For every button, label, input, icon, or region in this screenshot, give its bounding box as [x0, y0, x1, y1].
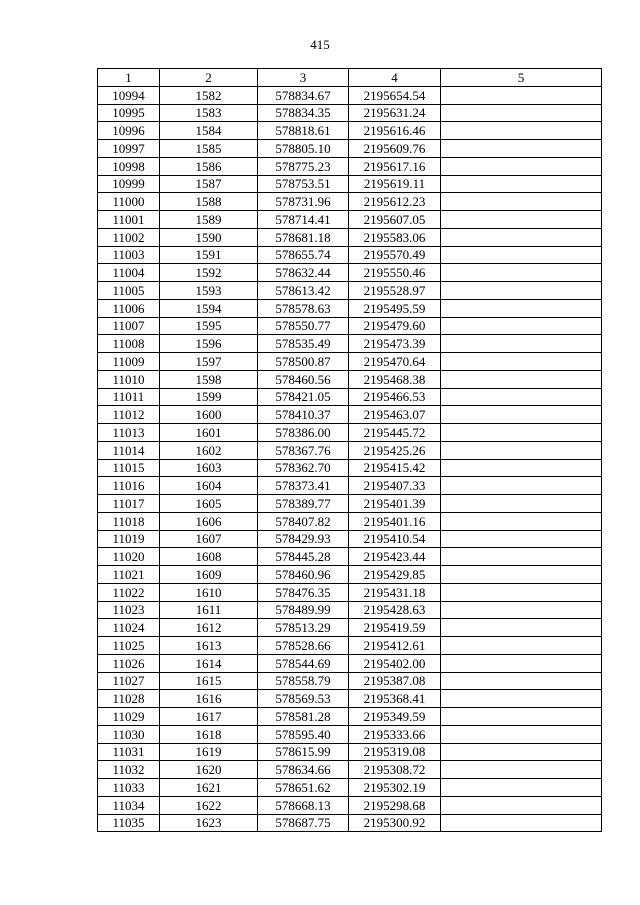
table-cell-col-1: 11031 — [98, 743, 160, 761]
table-cell-col-1: 11015 — [98, 459, 160, 477]
table-cell-col-3: 578544.69 — [258, 654, 349, 672]
table-cell-col-1: 11007 — [98, 317, 160, 335]
table-row — [98, 477, 602, 495]
table-cell-col-4: 2195616.46 — [349, 122, 441, 140]
table-cell-col-1: 11027 — [98, 672, 160, 690]
table-cell-col-4: 2195468.38 — [349, 370, 441, 388]
table-cell-col-1: 11003 — [98, 246, 160, 264]
table-cell-col-5 — [441, 86, 602, 104]
table-cell-col-2: 1603 — [160, 459, 258, 477]
table-cell-col-1: 11002 — [98, 228, 160, 246]
table-cell-col-5 — [441, 725, 602, 743]
table-cell-col-5 — [441, 264, 602, 282]
table-cell-col-5 — [441, 353, 602, 371]
table-cell-col-3: 578421.05 — [258, 388, 349, 406]
table-body — [98, 86, 602, 832]
table-cell-col-2: 1584 — [160, 122, 258, 140]
table-cell-col-1: 11014 — [98, 441, 160, 459]
table-cell-col-4: 2195631.24 — [349, 104, 441, 122]
table-cell-col-3: 578407.82 — [258, 512, 349, 530]
table-cell-col-2: 1586 — [160, 157, 258, 175]
table-row — [98, 157, 602, 175]
table-cell-col-5 — [441, 548, 602, 566]
table-cell-col-1: 11032 — [98, 761, 160, 779]
table-row — [98, 530, 602, 548]
table-row — [98, 725, 602, 743]
table-cell-col-5 — [441, 317, 602, 335]
table-cell-col-5 — [441, 228, 602, 246]
table-cell-col-5 — [441, 335, 602, 353]
table-cell-col-4: 2195528.97 — [349, 282, 441, 300]
table-cell-col-1: 11005 — [98, 282, 160, 300]
table-cell-col-5 — [441, 193, 602, 211]
table-row — [98, 512, 602, 530]
table-cell-col-3: 578445.28 — [258, 548, 349, 566]
table-cell-col-1: 11021 — [98, 566, 160, 584]
table-cell-col-2: 1590 — [160, 228, 258, 246]
table-cell-col-3: 578513.29 — [258, 619, 349, 637]
table-cell-col-5 — [441, 246, 602, 264]
table-cell-col-4: 2195612.23 — [349, 193, 441, 211]
table-cell-col-3: 578489.99 — [258, 601, 349, 619]
table-cell-col-3: 578460.96 — [258, 566, 349, 584]
table-row — [98, 779, 602, 797]
table-row — [98, 566, 602, 584]
table-cell-col-2: 1609 — [160, 566, 258, 584]
table-cell-col-2: 1601 — [160, 424, 258, 442]
table-cell-col-5 — [441, 583, 602, 601]
table-cell-col-5 — [441, 459, 602, 477]
table-row — [98, 583, 602, 601]
column-header-1: 1 — [98, 69, 160, 87]
table-cell-col-2: 1607 — [160, 530, 258, 548]
column-header-3: 3 — [258, 69, 349, 87]
table-cell-col-4: 2195429.85 — [349, 566, 441, 584]
table-cell-col-1: 11019 — [98, 530, 160, 548]
table-cell-col-4: 2195415.42 — [349, 459, 441, 477]
table-cell-col-5 — [441, 495, 602, 513]
table-cell-col-5 — [441, 282, 602, 300]
table-cell-col-2: 1599 — [160, 388, 258, 406]
table-cell-col-1: 11023 — [98, 601, 160, 619]
table-cell-col-1: 11000 — [98, 193, 160, 211]
table-cell-col-5 — [441, 122, 602, 140]
table-header-row — [98, 69, 602, 87]
table-cell-col-2: 1593 — [160, 282, 258, 300]
table-cell-col-4: 2195463.07 — [349, 406, 441, 424]
table-cell-col-4: 2195654.54 — [349, 86, 441, 104]
table-cell-col-2: 1583 — [160, 104, 258, 122]
table-cell-col-3: 578681.18 — [258, 228, 349, 246]
table-cell-col-2: 1611 — [160, 601, 258, 619]
table-cell-col-1: 11009 — [98, 353, 160, 371]
table-row — [98, 282, 602, 300]
table-cell-col-2: 1604 — [160, 477, 258, 495]
table-cell-col-4: 2195387.08 — [349, 672, 441, 690]
table-cell-col-3: 578595.40 — [258, 725, 349, 743]
table-cell-col-5 — [441, 690, 602, 708]
table-row — [98, 406, 602, 424]
table-cell-col-3: 578818.61 — [258, 122, 349, 140]
table-cell-col-1: 11010 — [98, 370, 160, 388]
table-cell-col-3: 578805.10 — [258, 140, 349, 158]
table-cell-col-3: 578655.74 — [258, 246, 349, 264]
table-cell-col-5 — [441, 477, 602, 495]
table-cell-col-1: 11004 — [98, 264, 160, 282]
table-row — [98, 441, 602, 459]
table-cell-col-5 — [441, 743, 602, 761]
table-cell-col-4: 2195401.16 — [349, 512, 441, 530]
table-cell-col-3: 578460.56 — [258, 370, 349, 388]
table-cell-col-3: 578569.53 — [258, 690, 349, 708]
table-cell-col-5 — [441, 299, 602, 317]
table-cell-col-1: 10997 — [98, 140, 160, 158]
table-row — [98, 246, 602, 264]
table-cell-col-1: 10994 — [98, 86, 160, 104]
table-cell-col-1: 11024 — [98, 619, 160, 637]
table-row — [98, 814, 602, 832]
table-cell-col-3: 578634.66 — [258, 761, 349, 779]
table-cell-col-4: 2195428.63 — [349, 601, 441, 619]
table-cell-col-3: 578476.35 — [258, 583, 349, 601]
table-row — [98, 796, 602, 814]
table-cell-col-2: 1596 — [160, 335, 258, 353]
table-cell-col-1: 11013 — [98, 424, 160, 442]
table-cell-col-5 — [441, 654, 602, 672]
table-cell-col-1: 11035 — [98, 814, 160, 832]
table-row — [98, 353, 602, 371]
table-cell-col-4: 2195495.59 — [349, 299, 441, 317]
table-cell-col-4: 2195302.19 — [349, 779, 441, 797]
table-cell-col-1: 11026 — [98, 654, 160, 672]
table-cell-col-1: 11017 — [98, 495, 160, 513]
table-cell-col-5 — [441, 672, 602, 690]
table-cell-col-5 — [441, 157, 602, 175]
table-cell-col-2: 1613 — [160, 637, 258, 655]
table-cell-col-4: 2195401.39 — [349, 495, 441, 513]
table-cell-col-4: 2195349.59 — [349, 708, 441, 726]
table-cell-col-1: 11028 — [98, 690, 160, 708]
table-cell-col-4: 2195407.33 — [349, 477, 441, 495]
table-row — [98, 672, 602, 690]
table-cell-col-3: 578429.93 — [258, 530, 349, 548]
table-row — [98, 175, 602, 193]
table-cell-col-4: 2195419.59 — [349, 619, 441, 637]
table-cell-col-2: 1598 — [160, 370, 258, 388]
table-cell-col-2: 1582 — [160, 86, 258, 104]
table-cell-col-2: 1620 — [160, 761, 258, 779]
table-cell-col-4: 2195607.05 — [349, 211, 441, 229]
table-cell-col-1: 11001 — [98, 211, 160, 229]
table-cell-col-1: 11011 — [98, 388, 160, 406]
table-row — [98, 140, 602, 158]
table-cell-col-5 — [441, 708, 602, 726]
table-cell-col-5 — [441, 175, 602, 193]
column-header-5: 5 — [441, 69, 602, 87]
table-cell-col-3: 578613.42 — [258, 282, 349, 300]
table-cell-col-3: 578775.23 — [258, 157, 349, 175]
table-row — [98, 708, 602, 726]
table-cell-col-3: 578410.37 — [258, 406, 349, 424]
table-cell-col-3: 578581.28 — [258, 708, 349, 726]
table-cell-col-1: 11008 — [98, 335, 160, 353]
table-cell-col-4: 2195308.72 — [349, 761, 441, 779]
table-cell-col-2: 1587 — [160, 175, 258, 193]
table-cell-col-3: 578651.62 — [258, 779, 349, 797]
table-cell-col-4: 2195423.44 — [349, 548, 441, 566]
table-cell-col-2: 1602 — [160, 441, 258, 459]
table-row — [98, 317, 602, 335]
table-cell-col-4: 2195617.16 — [349, 157, 441, 175]
table-cell-col-5 — [441, 566, 602, 584]
table-cell-col-4: 2195583.06 — [349, 228, 441, 246]
table-cell-col-4: 2195412.61 — [349, 637, 441, 655]
table-cell-col-3: 578834.35 — [258, 104, 349, 122]
table-row — [98, 743, 602, 761]
column-header-4: 4 — [349, 69, 441, 87]
table-cell-col-4: 2195470.64 — [349, 353, 441, 371]
table-cell-col-4: 2195570.49 — [349, 246, 441, 264]
table-cell-col-5 — [441, 601, 602, 619]
table-row — [98, 690, 602, 708]
table-cell-col-4: 2195431.18 — [349, 583, 441, 601]
table-cell-col-2: 1585 — [160, 140, 258, 158]
table-cell-col-2: 1597 — [160, 353, 258, 371]
table-cell-col-5 — [441, 388, 602, 406]
table-cell-col-1: 11033 — [98, 779, 160, 797]
table-cell-col-4: 2195466.53 — [349, 388, 441, 406]
table-cell-col-2: 1622 — [160, 796, 258, 814]
table-cell-col-3: 578500.87 — [258, 353, 349, 371]
table-cell-col-1: 11020 — [98, 548, 160, 566]
table-cell-col-1: 11018 — [98, 512, 160, 530]
table-row — [98, 601, 602, 619]
table-cell-col-5 — [441, 796, 602, 814]
table-cell-col-3: 578373.41 — [258, 477, 349, 495]
table-cell-col-3: 578668.13 — [258, 796, 349, 814]
table-cell-col-4: 2195619.11 — [349, 175, 441, 193]
table-cell-col-1: 11025 — [98, 637, 160, 655]
table-cell-col-2: 1595 — [160, 317, 258, 335]
table-row — [98, 86, 602, 104]
table-row — [98, 637, 602, 655]
table-cell-col-2: 1612 — [160, 619, 258, 637]
table-cell-col-4: 2195298.68 — [349, 796, 441, 814]
table-row — [98, 228, 602, 246]
table-cell-col-1: 11022 — [98, 583, 160, 601]
table-cell-col-1: 11006 — [98, 299, 160, 317]
table-row — [98, 548, 602, 566]
table-cell-col-5 — [441, 761, 602, 779]
table-cell-col-2: 1589 — [160, 211, 258, 229]
table-row — [98, 104, 602, 122]
table-row — [98, 761, 602, 779]
table-cell-col-4: 2195319.08 — [349, 743, 441, 761]
table-cell-col-2: 1621 — [160, 779, 258, 797]
table-cell-col-2: 1606 — [160, 512, 258, 530]
table-cell-col-5 — [441, 441, 602, 459]
table-cell-col-5 — [441, 424, 602, 442]
table-cell-col-4: 2195425.26 — [349, 441, 441, 459]
table-cell-col-5 — [441, 530, 602, 548]
table-cell-col-3: 578714.41 — [258, 211, 349, 229]
table-cell-col-2: 1592 — [160, 264, 258, 282]
table-cell-col-3: 578362.70 — [258, 459, 349, 477]
table-cell-col-2: 1600 — [160, 406, 258, 424]
table-row — [98, 299, 602, 317]
table-cell-col-1: 11012 — [98, 406, 160, 424]
table-cell-col-4: 2195333.66 — [349, 725, 441, 743]
table-cell-col-2: 1615 — [160, 672, 258, 690]
table-cell-col-4: 2195473.39 — [349, 335, 441, 353]
table-row — [98, 495, 602, 513]
table-row — [98, 122, 602, 140]
table-cell-col-3: 578753.51 — [258, 175, 349, 193]
table-cell-col-5 — [441, 370, 602, 388]
table-cell-col-2: 1617 — [160, 708, 258, 726]
table-cell-col-2: 1610 — [160, 583, 258, 601]
table-cell-col-1: 10998 — [98, 157, 160, 175]
table-row — [98, 424, 602, 442]
table-cell-col-3: 578550.77 — [258, 317, 349, 335]
table-cell-col-5 — [441, 211, 602, 229]
table-row — [98, 193, 602, 211]
table-cell-col-2: 1616 — [160, 690, 258, 708]
table-cell-col-3: 578615.99 — [258, 743, 349, 761]
coordinates-table — [97, 68, 602, 832]
table-cell-col-2: 1594 — [160, 299, 258, 317]
table-row — [98, 335, 602, 353]
table-cell-col-2: 1623 — [160, 814, 258, 832]
table-cell-col-2: 1605 — [160, 495, 258, 513]
table-cell-col-1: 11016 — [98, 477, 160, 495]
table-cell-col-3: 578367.76 — [258, 441, 349, 459]
table-cell-col-3: 578389.77 — [258, 495, 349, 513]
table-cell-col-3: 578535.49 — [258, 335, 349, 353]
table-cell-col-5 — [441, 637, 602, 655]
table-cell-col-1: 11034 — [98, 796, 160, 814]
table-cell-col-2: 1614 — [160, 654, 258, 672]
table-cell-col-4: 2195300.92 — [349, 814, 441, 832]
table-cell-col-2: 1591 — [160, 246, 258, 264]
table-row — [98, 619, 602, 637]
table-cell-col-1: 11029 — [98, 708, 160, 726]
table-cell-col-5 — [441, 814, 602, 832]
table-cell-col-4: 2195445.72 — [349, 424, 441, 442]
table-cell-col-1: 11030 — [98, 725, 160, 743]
table-row — [98, 211, 602, 229]
table-cell-col-2: 1588 — [160, 193, 258, 211]
table-cell-col-1: 10996 — [98, 122, 160, 140]
table-cell-col-4: 2195550.46 — [349, 264, 441, 282]
table-cell-col-3: 578834.67 — [258, 86, 349, 104]
table-cell-col-3: 578386.00 — [258, 424, 349, 442]
table-cell-col-4: 2195368.41 — [349, 690, 441, 708]
table-cell-col-5 — [441, 619, 602, 637]
table-cell-col-3: 578558.79 — [258, 672, 349, 690]
table-cell-col-5 — [441, 406, 602, 424]
table-cell-col-2: 1608 — [160, 548, 258, 566]
table-row — [98, 264, 602, 282]
table-cell-col-5 — [441, 104, 602, 122]
table-cell-col-4: 2195410.54 — [349, 530, 441, 548]
table-cell-col-5 — [441, 779, 602, 797]
table-cell-col-3: 578687.75 — [258, 814, 349, 832]
table-row — [98, 459, 602, 477]
table-cell-col-2: 1618 — [160, 725, 258, 743]
table-cell-col-3: 578731.96 — [258, 193, 349, 211]
table-cell-col-5 — [441, 140, 602, 158]
table-cell-col-3: 578578.63 — [258, 299, 349, 317]
table-cell-col-4: 2195479.60 — [349, 317, 441, 335]
column-header-2: 2 — [160, 69, 258, 87]
table-row — [98, 388, 602, 406]
table-row — [98, 370, 602, 388]
table-cell-col-1: 10995 — [98, 104, 160, 122]
table-cell-col-3: 578632.44 — [258, 264, 349, 282]
table-cell-col-5 — [441, 512, 602, 530]
table-cell-col-2: 1619 — [160, 743, 258, 761]
table-cell-col-4: 2195402.00 — [349, 654, 441, 672]
page-number: 415 — [310, 37, 330, 52]
table-cell-col-4: 2195609.76 — [349, 140, 441, 158]
table-row — [98, 654, 602, 672]
table-cell-col-1: 10999 — [98, 175, 160, 193]
table-cell-col-3: 578528.66 — [258, 637, 349, 655]
